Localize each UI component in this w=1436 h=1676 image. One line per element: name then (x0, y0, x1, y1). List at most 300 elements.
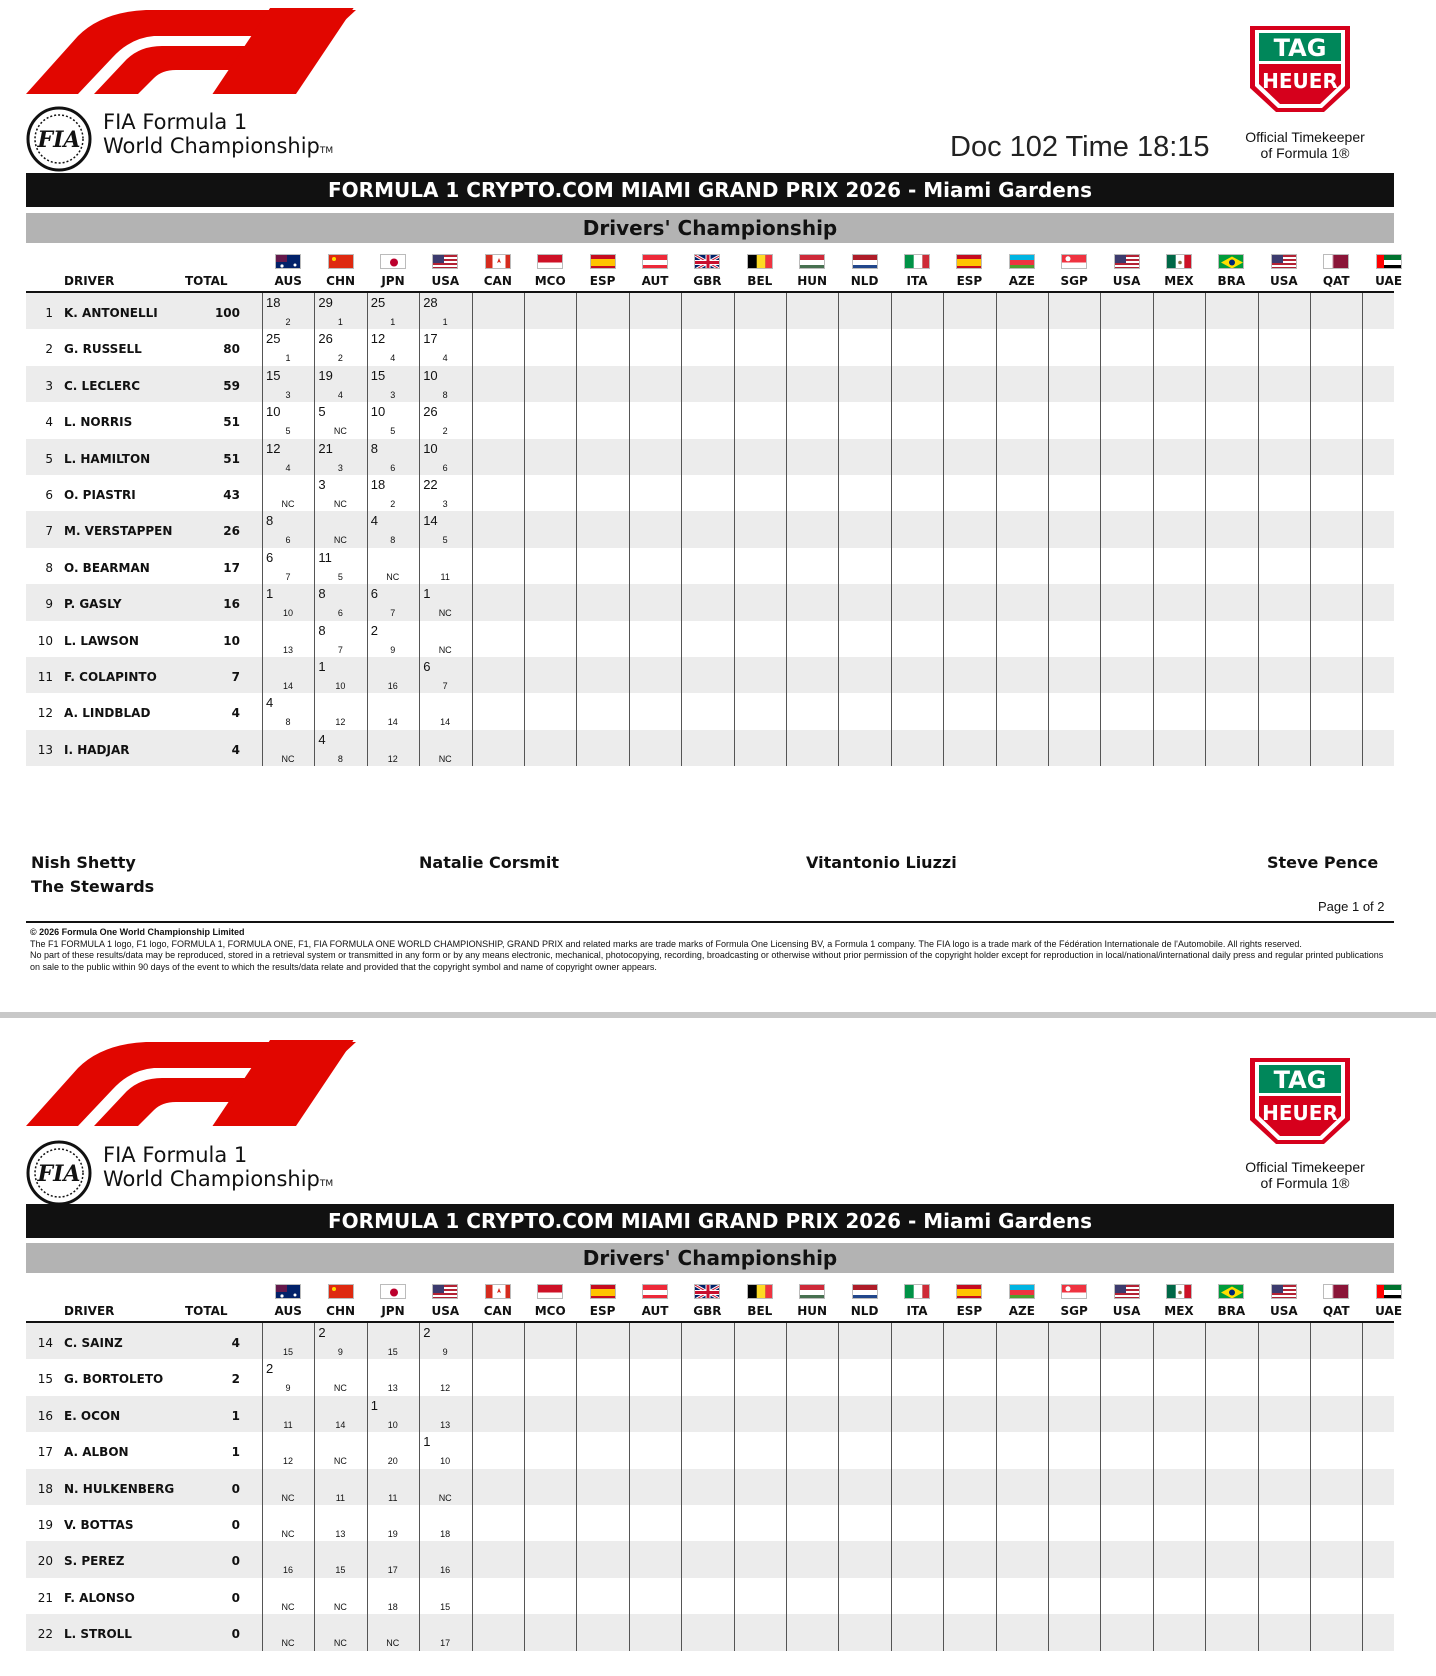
race-result-cell (262, 730, 314, 766)
race-finish-position: NC (281, 1492, 295, 1503)
race-result-cell (1100, 1469, 1152, 1505)
race-result-cell (786, 402, 838, 438)
race-finish-position: 11 (440, 571, 450, 582)
race-result-cell (1100, 1578, 1152, 1614)
race-result-cell (734, 293, 786, 329)
race-result-cell (996, 548, 1048, 584)
column-header-aus: AUS (274, 274, 302, 288)
grid-line (891, 1323, 892, 1651)
race-result-cell (576, 1578, 628, 1614)
column-header-esp: ESP (956, 1304, 983, 1318)
race-result-cell (419, 693, 471, 729)
race-result-cell (262, 1541, 314, 1577)
race-result-cell (472, 1541, 524, 1577)
race-result-cell (1362, 621, 1414, 657)
race-result-cell (1153, 657, 1205, 693)
race-result-cell (314, 1323, 366, 1359)
race-points: 25 (370, 295, 386, 310)
race-result-cell (576, 1432, 628, 1468)
race-result-cell (681, 1323, 733, 1359)
race-result-cell (576, 511, 628, 547)
position-number: 5 (45, 451, 53, 466)
race-result-cell (576, 693, 628, 729)
usa-flag-icon (432, 1284, 458, 1299)
position-number: 18 (37, 1481, 53, 1496)
race-result-cell (314, 329, 366, 365)
total-points: 16 (223, 597, 240, 612)
race-result-cell (786, 511, 838, 547)
grid-line (629, 293, 630, 766)
race-result-cell (1310, 329, 1362, 365)
race-result-cell (786, 1432, 838, 1468)
race-result-cell (472, 366, 524, 402)
grid-line (943, 1323, 944, 1651)
race-result-cell (996, 439, 1048, 475)
race-result-cell (472, 1323, 524, 1359)
race-result-cell (1100, 1432, 1152, 1468)
race-result-cell (1153, 1432, 1205, 1468)
race-result-cell (838, 730, 890, 766)
race-finish-position: 13 (387, 1383, 398, 1394)
race-result-cell (1362, 1432, 1414, 1468)
race-result-cell (734, 621, 786, 657)
total-points: 2 (231, 1372, 240, 1387)
race-result-cell (1258, 584, 1310, 620)
race-result-cell (524, 1323, 576, 1359)
race-result-cell (891, 548, 943, 584)
race-result-cell (681, 730, 733, 766)
race-result-cell (1048, 548, 1100, 584)
race-result-cell (891, 293, 943, 329)
race-result-cell (1205, 1505, 1257, 1541)
race-result-cell (943, 1323, 995, 1359)
race-result-cell (1362, 548, 1414, 584)
race-result-cell (419, 439, 471, 475)
race-points: 15 (370, 367, 386, 383)
race-points: 18 (266, 295, 281, 310)
position-number: 1 (45, 306, 53, 320)
total-points: 7 (231, 669, 240, 684)
race-result-cell (419, 1396, 471, 1432)
race-result-cell (943, 1578, 995, 1614)
race-result-cell (838, 693, 890, 729)
race-points: 1 (370, 1397, 379, 1413)
column-header-bel: BEL (747, 1304, 773, 1318)
race-result-cell (943, 621, 995, 657)
race-result-cell (1153, 1578, 1205, 1614)
race-result-cell (891, 1323, 943, 1359)
race-points: 6 (266, 549, 274, 565)
race-result-cell (1258, 1323, 1310, 1359)
driver-name: G. BORTOLETO (64, 1372, 164, 1387)
netherlands-flag-icon (852, 1284, 878, 1299)
race-result-cell (472, 584, 524, 620)
race-result-cell (262, 1505, 314, 1541)
race-result-cell (472, 1505, 524, 1541)
race-result-cell (786, 693, 838, 729)
official-timekeeper: Official Timekeeper of Formula 1® (1245, 129, 1365, 161)
race-points: 2 (423, 1325, 431, 1340)
race-result-cell (1258, 329, 1310, 365)
hungary-flag-icon (799, 254, 825, 269)
race-finish-position: 7 (390, 608, 396, 619)
race-result-cell (891, 584, 943, 620)
race-result-cell (1048, 1578, 1100, 1614)
race-result-cell (996, 1359, 1048, 1395)
race-finish-position: 8 (337, 753, 343, 764)
grid-line (262, 293, 263, 766)
race-result-cell (1362, 439, 1414, 475)
race-result-cell (472, 511, 524, 547)
position-number: 13 (37, 742, 53, 757)
grid-line (681, 1323, 682, 1651)
race-result-cell (367, 293, 419, 329)
race-finish-position: 14 (282, 680, 293, 691)
race-result-cell (1205, 293, 1257, 329)
table-row (26, 439, 1394, 475)
table-row (26, 1614, 1394, 1650)
race-result-cell (472, 475, 524, 511)
driver-name: F. ALONSO (64, 1590, 135, 1605)
uae-flag-icon (1376, 1284, 1402, 1299)
race-result-cell (838, 657, 890, 693)
driver-name: L. HAMILTON (64, 451, 151, 466)
race-points: 4 (370, 513, 379, 529)
race-result-cell (576, 329, 628, 365)
race-result-cell (1362, 657, 1414, 693)
race-result-cell (891, 1578, 943, 1614)
azerbaijan-flag-icon (1009, 254, 1035, 269)
svg-text:FIA: FIA (37, 1161, 81, 1187)
f1-logo (26, 8, 356, 94)
race-result-cell (681, 1469, 733, 1505)
race-result-cell (1362, 1359, 1414, 1395)
total-points: 43 (223, 487, 240, 502)
table-row (26, 402, 1394, 438)
race-result-cell (996, 621, 1048, 657)
grid-line (1205, 1323, 1206, 1651)
race-result-cell (996, 584, 1048, 620)
driver-name: A. LINDBLAD (64, 706, 151, 721)
race-result-cell (262, 293, 314, 329)
race-result-cell (681, 1614, 733, 1650)
race-result-cell (472, 1469, 524, 1505)
race-result-cell (1258, 1578, 1310, 1614)
race-result-cell (1100, 1323, 1152, 1359)
total-points: 1 (231, 1445, 240, 1460)
race-result-cell (1258, 621, 1310, 657)
driver-name: N. HULKENBERG (64, 1481, 175, 1496)
total-points: 4 (231, 742, 240, 757)
race-result-cell (576, 1323, 628, 1359)
total-points: 80 (223, 342, 240, 357)
position-number: 21 (37, 1590, 53, 1605)
race-result-cell (367, 439, 419, 475)
race-result-cell (1258, 366, 1310, 402)
race-result-cell (524, 621, 576, 657)
race-result-cell (838, 1469, 890, 1505)
race-result-cell (1310, 439, 1362, 475)
race-result-cell (1362, 1505, 1414, 1541)
table-row (26, 329, 1394, 365)
race-result-cell (786, 657, 838, 693)
race-result-cell (314, 548, 366, 584)
usa-flag-icon (432, 254, 458, 269)
race-result-cell (1048, 293, 1100, 329)
race-result-cell (786, 366, 838, 402)
standings-table (26, 293, 1394, 766)
race-result-cell (419, 1469, 471, 1505)
race-finish-position: 5 (337, 571, 343, 582)
race-result-cell (943, 730, 995, 766)
race-points: 22 (423, 476, 438, 492)
driver-name: G. RUSSELL (64, 342, 142, 357)
race-result-cell (576, 584, 628, 620)
race-result-cell (1310, 511, 1362, 547)
race-result-cell (524, 475, 576, 511)
race-result-cell (786, 329, 838, 365)
race-finish-position: 17 (387, 1565, 398, 1576)
race-result-cell (1310, 1541, 1362, 1577)
column-header-chn: CHN (326, 274, 356, 288)
race-result-cell (1258, 511, 1310, 547)
race-result-cell (524, 1396, 576, 1432)
race-result-cell (472, 402, 524, 438)
driver-name: P. GASLY (64, 597, 122, 612)
race-result-cell (786, 621, 838, 657)
race-points: 1 (318, 658, 326, 674)
race-result-cell (838, 475, 890, 511)
grid-line (314, 293, 315, 766)
race-result-cell (838, 293, 890, 329)
grid-line (1310, 1323, 1311, 1651)
race-result-cell (629, 1323, 681, 1359)
grid-line (996, 1323, 997, 1651)
race-result-cell (1310, 1614, 1362, 1650)
position-number: 12 (37, 706, 53, 721)
race-result-cell (524, 1359, 576, 1395)
table-row (26, 1359, 1394, 1395)
race-result-cell (838, 621, 890, 657)
column-header-usa: USA (431, 274, 460, 288)
driver-name: O. PIASTRI (64, 487, 136, 502)
race-result-cell (262, 1614, 314, 1650)
column-header-uae: UAE (1375, 274, 1403, 288)
race-result-cell (891, 1469, 943, 1505)
driver-name: C. LECLERC (64, 378, 141, 393)
race-result-cell (838, 1614, 890, 1650)
race-result-cell (629, 1359, 681, 1395)
race-result-cell (891, 439, 943, 475)
race-result-cell (1258, 402, 1310, 438)
race-result-cell (996, 1578, 1048, 1614)
race-result-cell (472, 548, 524, 584)
total-points: 0 (231, 1517, 240, 1532)
race-result-cell (262, 439, 314, 475)
grid-line (472, 1323, 473, 1651)
race-finish-position: NC (333, 535, 347, 546)
position-number: 17 (37, 1445, 53, 1460)
race-result-cell (786, 1359, 838, 1395)
race-points: 18 (370, 476, 386, 492)
race-result-cell (367, 1359, 419, 1395)
race-points: 10 (423, 440, 438, 456)
race-result-cell (367, 1578, 419, 1614)
race-result-cell (629, 657, 681, 693)
race-result-cell (838, 439, 890, 475)
race-result-cell (1153, 329, 1205, 365)
grid-line (996, 293, 997, 766)
race-result-cell (367, 402, 419, 438)
race-result-cell (1362, 1541, 1414, 1577)
grid-line (1153, 293, 1154, 766)
race-result-cell (786, 1323, 838, 1359)
race-result-cell (786, 1505, 838, 1541)
position-number: 11 (37, 669, 53, 684)
race-result-cell (262, 1469, 314, 1505)
grid-line (1048, 1323, 1049, 1651)
total-points: 0 (231, 1554, 240, 1569)
grid-line (681, 293, 682, 766)
column-header-ita: ITA (906, 1304, 928, 1318)
position-number: 8 (45, 560, 53, 575)
race-finish-position: 3 (390, 389, 396, 400)
race-finish-position: 3 (337, 462, 343, 473)
race-result-cell (838, 584, 890, 620)
race-result-cell (524, 548, 576, 584)
race-result-cell (1048, 366, 1100, 402)
race-points: 10 (266, 404, 281, 420)
total-points: 4 (231, 706, 240, 721)
race-result-cell (314, 1359, 366, 1395)
race-result-cell (996, 1396, 1048, 1432)
race-result-cell (367, 657, 419, 693)
total-points: 51 (223, 451, 240, 466)
race-result-cell (629, 621, 681, 657)
race-finish-position: 5 (285, 426, 291, 437)
race-result-cell (1205, 1469, 1257, 1505)
race-result-cell (838, 402, 890, 438)
race-result-cell (1153, 475, 1205, 511)
race-result-cell (524, 1432, 576, 1468)
race-result-cell (1153, 1541, 1205, 1577)
column-header-jpn: JPN (381, 1304, 405, 1318)
race-points: 8 (266, 513, 274, 529)
race-result-cell (1362, 1614, 1414, 1650)
table-row (26, 621, 1394, 657)
race-result-cell (1100, 329, 1152, 365)
race-result-cell (786, 1469, 838, 1505)
usa-flag-icon (1271, 1284, 1297, 1299)
race-finish-position: 8 (285, 717, 291, 728)
svg-text:TAG: TAG (1273, 34, 1327, 62)
column-header-usa: USA (431, 1304, 460, 1318)
race-finish-position: NC (386, 571, 400, 582)
race-result-cell (524, 657, 576, 693)
race-result-cell (1048, 621, 1100, 657)
race-result-cell (681, 439, 733, 475)
race-result-cell (734, 730, 786, 766)
column-header-sgp: SGP (1060, 1304, 1088, 1318)
race-result-cell (629, 511, 681, 547)
race-finish-position: 3 (442, 498, 448, 509)
race-result-cell (524, 329, 576, 365)
race-result-cell (1310, 293, 1362, 329)
race-result-cell (943, 1396, 995, 1432)
race-result-cell (1362, 1323, 1414, 1359)
race-result-cell (1310, 621, 1362, 657)
total-points: 59 (223, 378, 240, 393)
race-finish-position: 16 (282, 1565, 293, 1576)
race-result-cell (681, 693, 733, 729)
race-result-cell (1258, 1541, 1310, 1577)
race-result-cell (838, 366, 890, 402)
race-result-cell (314, 1541, 366, 1577)
race-result-cell (943, 1541, 995, 1577)
driver-name: K. ANTONELLI (64, 306, 158, 320)
race-result-cell (314, 1469, 366, 1505)
grid-line (1310, 293, 1311, 766)
race-finish-position: 15 (440, 1601, 451, 1612)
race-result-cell (262, 693, 314, 729)
race-finish-position: 17 (440, 1638, 451, 1649)
driver-name: V. BOTTAS (64, 1517, 134, 1532)
race-result-cell (1100, 548, 1152, 584)
race-finish-position: 13 (440, 1419, 451, 1430)
grid-line (838, 1323, 839, 1651)
race-result-cell (734, 329, 786, 365)
table-row (26, 1432, 1394, 1468)
race-result-cell (629, 1432, 681, 1468)
race-result-cell (262, 1323, 314, 1359)
race-result-cell (1153, 402, 1205, 438)
race-result-cell (838, 329, 890, 365)
race-result-cell (419, 366, 471, 402)
race-finish-position: NC (438, 644, 452, 655)
driver-name: L. LAWSON (64, 633, 139, 648)
race-finish-position: 9 (390, 644, 396, 655)
race-result-cell (891, 329, 943, 365)
race-finish-position: 12 (282, 1456, 293, 1467)
race-finish-position: 11 (283, 1419, 293, 1430)
race-result-cell (943, 511, 995, 547)
race-result-cell (681, 511, 733, 547)
race-finish-position: 5 (390, 426, 396, 437)
race-result-cell (681, 475, 733, 511)
uk-flag-icon (694, 1284, 720, 1299)
race-result-cell (472, 1432, 524, 1468)
race-result-cell (419, 584, 471, 620)
race-points: 5 (318, 404, 326, 420)
column-header-mco: MCO (534, 274, 566, 288)
race-result-cell (838, 1578, 890, 1614)
race-result-cell (419, 1323, 471, 1359)
table-row (26, 511, 1394, 547)
race-result-cell (314, 366, 366, 402)
race-result-cell (1362, 693, 1414, 729)
brazil-flag-icon (1218, 1284, 1244, 1299)
grid-line (1100, 293, 1101, 766)
race-result-cell (891, 730, 943, 766)
race-result-cell (786, 730, 838, 766)
grid-line (1153, 1323, 1154, 1651)
race-finish-position: 2 (285, 317, 291, 327)
race-result-cell (1153, 548, 1205, 584)
singapore-flag-icon (1061, 254, 1087, 269)
race-result-cell (838, 1359, 890, 1395)
monaco-flag-icon (537, 1284, 563, 1299)
race-result-cell (1362, 730, 1414, 766)
